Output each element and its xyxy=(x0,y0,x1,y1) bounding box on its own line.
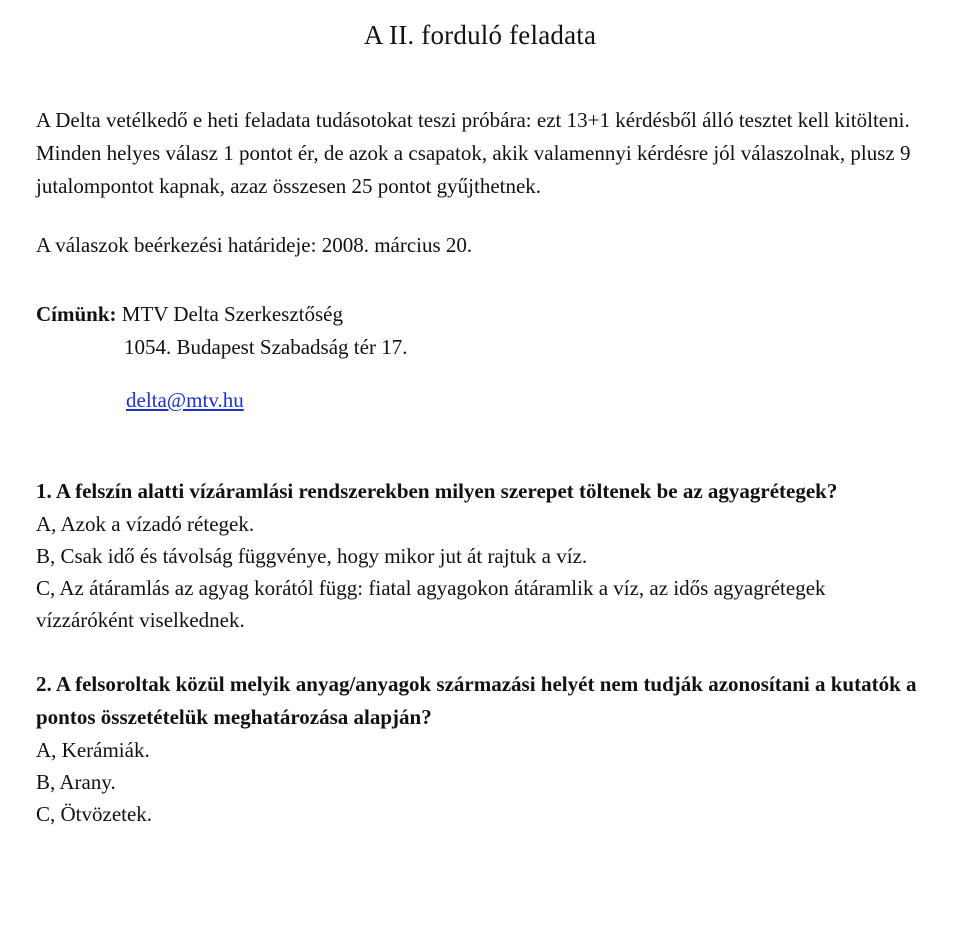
address-label: Címünk: xyxy=(36,302,117,326)
intro-paragraph-2: Minden helyes válasz 1 pontot ér, de azok a csapatok, akik valamennyi kérdésre jól válaszolnak, plusz 9 jutalompontot kapnak, azaz összesen 25 pontot gyűjthetnek. xyxy=(36,141,911,198)
question-1-answer-c: C, Az átáramlás az agyag korától függ: fiatal agyagokon átáramlik a víz, az idős agyagrétegek vízzáróként viselkednek. xyxy=(36,576,826,632)
question-1-answer-a: A, Azok a vízadó rétegek. xyxy=(36,512,255,536)
address-recipient: MTV Delta Szerkesztőség xyxy=(121,302,343,326)
question-2-text: 2. A felsoroltak közül melyik anyag/anyagok származási helyét nem tudják azonosítani a kutatók a pontos összetételük meghatározása alapján? xyxy=(36,672,917,729)
intro-paragraph-1: A Delta vetélkedő e heti feladata tudásotokat teszi próbára: ezt 13+1 kérdésből álló tesztet kell kitölteni. xyxy=(36,108,910,132)
email-link[interactable]: delta@mtv.hu xyxy=(126,388,244,412)
question-1 xyxy=(36,475,924,636)
address-block xyxy=(36,298,924,413)
question-2-answer-c: C, Ötvözetek. xyxy=(36,802,153,826)
address-line-1 xyxy=(36,298,924,331)
deadline-text: A válaszok beérkezési határideje: 2008. március 20. xyxy=(36,233,473,257)
page-title: A II. forduló feladata xyxy=(363,20,597,50)
question-2-answer-b: B, Arany. xyxy=(36,770,116,794)
question-2-answer-a: A, Kerámiák. xyxy=(36,738,150,762)
address-line-2: 1054. Budapest Szabadság tér 17. xyxy=(124,335,408,359)
question-1-answer-b: B, Csak idő és távolság függvénye, hogy mikor jut át rajtuk a víz. xyxy=(36,544,588,568)
question-2 xyxy=(36,668,924,830)
question-1-text: 1. A felszín alatti vízáramlási rendszerekben milyen szerepet töltenek be az agyagrétegek? xyxy=(36,479,838,503)
